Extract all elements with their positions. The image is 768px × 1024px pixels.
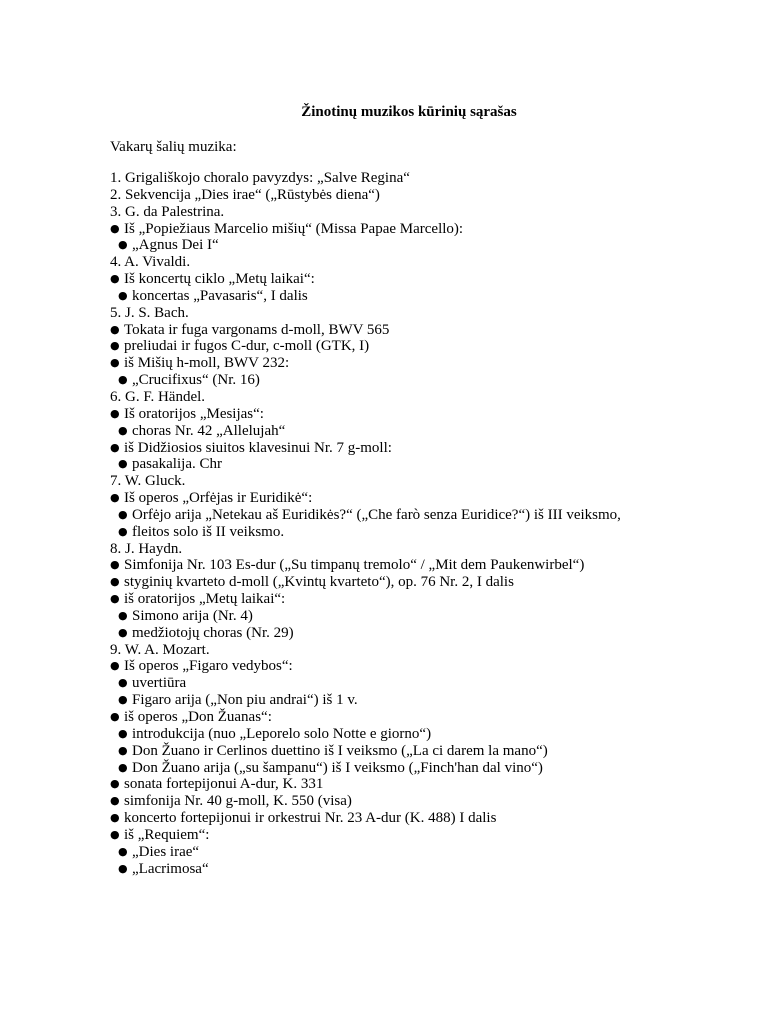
bullet-icon: ● [110, 356, 120, 370]
composer-heading [110, 642, 750, 659]
list-item-text: „Dies irae“ [132, 843, 200, 860]
list-item-text: „Agnus Dei I“ [132, 237, 219, 254]
list-item-text: sonata fortepijonui A-dur, K. 331 [124, 776, 324, 793]
list-item [110, 221, 750, 238]
list-item-text: Don Žuano arija („su šampanu“) iš I veiksmo („Finch'han dal vino“) [132, 759, 543, 776]
bullet-icon: ● [110, 777, 120, 791]
list-item-text: 6. G. F. Händel. [110, 388, 206, 405]
list-item-text: 5. J. S. Bach. [110, 304, 189, 321]
list-item [110, 743, 750, 760]
list-item-text: choras Nr. 42 „Allelujah“ [132, 422, 286, 439]
list-item [110, 658, 750, 675]
list-item-text: „Lacrimosa“ [132, 860, 209, 877]
list-item [110, 793, 750, 810]
bullet-icon: ● [118, 726, 128, 740]
list-item [110, 844, 750, 861]
composer-heading [110, 389, 750, 406]
bullet-icon: ● [110, 221, 120, 235]
list-item-text: Iš koncertų ciklo „Metų laikai“: [124, 271, 315, 288]
list-item [110, 760, 750, 777]
bullet-icon: ● [110, 592, 120, 606]
list-item-text: preliudai ir fugos C-dur, c-moll (GTK, I) [124, 338, 370, 355]
list-item [110, 810, 750, 827]
list-item-text: Tokata ir fuga vargonams d-moll, BWV 565 [124, 321, 390, 338]
bullet-icon: ● [118, 238, 128, 252]
list-item [110, 423, 750, 440]
list-item [110, 524, 750, 541]
list-item-text: styginių kvarteto d-moll („Kvintų kvarteto“), op. 76 Nr. 2, I dalis [124, 574, 514, 591]
list-item [110, 861, 750, 878]
bullet-icon: ● [110, 575, 120, 589]
list-item-text: Iš oratorijos „Mesijas“: [124, 405, 264, 422]
list-item [110, 288, 750, 305]
list-item-text: iš operos „Don Žuanas“: [124, 709, 272, 725]
list-item [110, 440, 750, 457]
composer-heading [110, 473, 750, 490]
list-item-text: 1. Grigališkojo choralo pavyzdys: „Salve Regina“ [110, 170, 410, 186]
bullet-icon: ● [118, 861, 128, 875]
list-item-text: fleitos solo iš II veiksmo. [132, 523, 285, 540]
bullet-icon: ● [110, 827, 120, 841]
composer-heading [110, 254, 750, 271]
list-item [110, 827, 750, 844]
bullet-icon: ● [110, 811, 120, 825]
list-item [110, 574, 750, 591]
list-item-text: Iš operos „Figaro vedybos“: [124, 658, 293, 675]
bullet-icon: ● [110, 322, 120, 336]
list-item-text: 9. W. A. Mozart. [110, 641, 210, 658]
list-item-text: 4. A. Vivaldi. [110, 254, 191, 271]
document-title: Žinotinų muzikos kūrinių sąrašas [301, 104, 517, 120]
list-item-text: Simfonija Nr. 103 Es-dur („Su timpanų tremolo“ / „Mit dem Paukenwirbel“) [124, 557, 585, 574]
list-item-text: iš Mišių h-moll, BWV 232: [124, 355, 290, 372]
bullet-icon: ● [110, 659, 120, 673]
list-item [110, 490, 750, 507]
list-item-text: iš Didžiosios siuitos klavesinui Nr. 7 g-moll: [124, 439, 392, 456]
section-heading: Vakarų šalių muzika: [110, 139, 237, 155]
bullet-icon: ● [118, 423, 128, 437]
list-item-text: koncerto fortepijonui ir orkestrui Nr. 23 A-dur (K. 488) I dalis [124, 810, 497, 827]
list-item-text: pasakalija. Chr [132, 456, 222, 473]
composer-heading [110, 170, 750, 187]
bullet-icon: ● [110, 794, 120, 808]
list-item [110, 675, 750, 692]
list-item [110, 557, 750, 574]
bullet-icon: ● [110, 710, 120, 723]
list-item [110, 406, 750, 423]
bullet-icon: ● [110, 440, 120, 454]
bullet-icon: ● [118, 676, 128, 690]
bullet-icon: ● [110, 558, 120, 572]
list-item-text: Iš „Popiežiaus Marcelio mišių“ (Missa Papae Marcello): [124, 220, 464, 237]
list-item-text: iš oratorijos „Metų laikai“: [124, 591, 286, 608]
bullet-icon: ● [110, 491, 120, 505]
composer-heading [110, 187, 750, 204]
bullet-icon: ● [118, 608, 128, 622]
list-item [110, 271, 750, 288]
list-item-text: iš „Requiem“: [124, 826, 210, 843]
list-item-text: Iš operos „Orfėjas ir Euridikė“: [124, 490, 313, 507]
bullet-icon: ● [118, 288, 128, 302]
bullet-icon: ● [110, 406, 120, 420]
list-item [110, 608, 750, 625]
bullet-icon: ● [118, 373, 128, 387]
list-item [110, 237, 750, 254]
list-item-text: Orfėjo arija „Netekau aš Euridikės?“ („Che farò senza Euridice?“) iš III veiksmo, [132, 506, 621, 523]
list-item-text: „Crucifixus“ (Nr. 16) [132, 372, 260, 389]
list-item [110, 776, 750, 793]
list-item [110, 456, 750, 473]
list-item [110, 507, 750, 524]
list-item [110, 709, 750, 726]
list-item [110, 591, 750, 608]
list-item-text: Figaro arija („Non piu andrai“) iš 1 v. [132, 692, 358, 709]
list-item [110, 355, 750, 372]
composer-heading [110, 305, 750, 322]
bullet-icon: ● [118, 743, 128, 757]
list-item [110, 625, 750, 642]
list-item [110, 372, 750, 389]
list-item-text: medžiotojų choras (Nr. 29) [132, 624, 294, 641]
list-item [110, 726, 750, 743]
composer-heading [110, 541, 750, 558]
bullet-icon: ● [118, 524, 128, 538]
bullet-icon: ● [118, 457, 128, 471]
list-item-text: 8. J. Haydn. [110, 540, 183, 557]
list-item-text: uvertiūra [132, 675, 187, 692]
list-item-text: Simono arija (Nr. 4) [132, 607, 253, 624]
list-item-text: simfonija Nr. 40 g-moll, K. 550 (visa) [124, 793, 352, 810]
list-item-text: 7. W. Gluck. [110, 473, 186, 490]
list-item [110, 338, 750, 355]
bullet-icon: ● [118, 760, 128, 774]
bullet-icon: ● [118, 507, 128, 521]
list-item-text: 3. G. da Palestrina. [110, 203, 225, 220]
bullet-icon: ● [110, 272, 120, 286]
list-item [110, 322, 750, 339]
list-item-text: 2. Sekvencija „Dies irae“ („Rūstybės diena“) [110, 186, 380, 203]
bullet-icon: ● [118, 625, 128, 639]
list-item-text: introdukcija (nuo „Leporelo solo Notte e giorno“) [132, 725, 432, 742]
list-item-text: koncertas „Pavasaris“, I dalis [132, 287, 308, 304]
bullet-icon: ● [118, 844, 128, 858]
bullet-icon: ● [110, 339, 120, 353]
list-item-text: Don Žuano ir Cerlinos duettino iš I veiksmo („La ci darem la mano“) [132, 742, 548, 759]
works-list [110, 170, 750, 877]
list-item [110, 692, 750, 709]
bullet-icon: ● [118, 693, 128, 707]
composer-heading [110, 204, 750, 221]
